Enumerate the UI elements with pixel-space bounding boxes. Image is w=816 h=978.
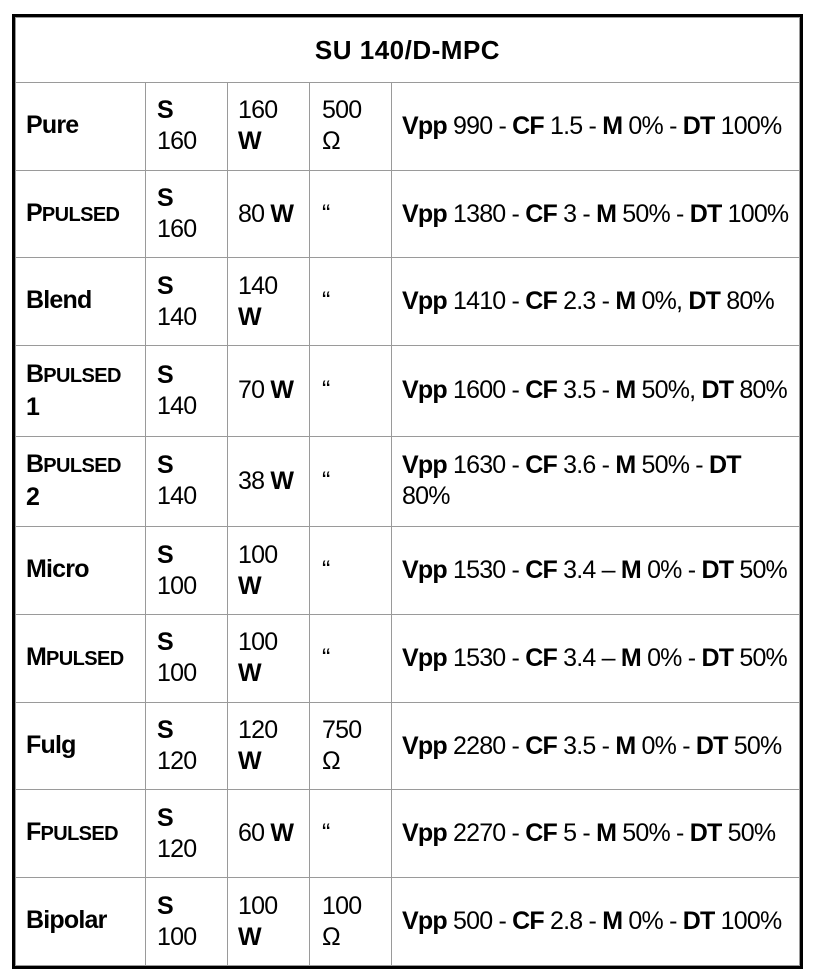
power-value: 120 <box>238 716 278 745</box>
vpp-value: 500 <box>452 907 493 936</box>
s-label: S <box>157 628 173 657</box>
s-label: S <box>157 803 173 832</box>
power-value: 160 <box>238 96 278 125</box>
s-cell <box>146 702 228 790</box>
cf-label: CF <box>512 111 544 140</box>
impedance-cell <box>310 436 392 527</box>
power-unit: W <box>238 571 261 600</box>
power-cell <box>228 702 310 790</box>
impedance-cell <box>310 170 392 258</box>
vpp-value: 990 <box>452 111 493 140</box>
cf-label: CF <box>512 907 544 936</box>
table-row <box>16 614 800 702</box>
s-label: S <box>157 540 173 569</box>
cf-value: 3.5 <box>563 376 596 405</box>
power-unit: W <box>270 819 294 848</box>
dt-label: DT <box>682 907 715 936</box>
m-label: M <box>615 451 636 480</box>
m-value: 0% <box>628 111 663 140</box>
power-cell <box>228 346 310 437</box>
s-cell <box>146 436 228 527</box>
cf-value: 3.6 <box>563 451 596 480</box>
impedance-unit: Ω <box>322 127 340 156</box>
mode-name: P <box>26 198 42 227</box>
vpp-value: 2270 <box>452 819 506 848</box>
dt-label: DT <box>695 731 728 760</box>
m-label: M <box>620 643 641 672</box>
impedance-unit: Ω <box>322 922 340 951</box>
impedance-value: “ <box>322 819 330 848</box>
impedance-cell <box>310 346 392 437</box>
s-label: S <box>157 271 173 300</box>
m-label: M <box>615 287 636 316</box>
mode-subscript: PULSED <box>41 203 120 226</box>
mode-cell <box>16 614 146 702</box>
params-cell: Vpp 500 - CF 2.8 - M 0% - DT 100% <box>392 878 800 966</box>
vpp-label: Vpp <box>402 731 447 760</box>
m-value: 50% <box>641 376 690 405</box>
vpp-label: Vpp <box>402 376 447 405</box>
dt-label: DT <box>701 376 734 405</box>
settings-table-frame <box>12 14 803 969</box>
power-unit: W <box>270 199 294 228</box>
table-body <box>16 83 800 966</box>
cf-value: 3.5 <box>563 731 596 760</box>
power-value: 140 <box>238 271 278 300</box>
cf-label: CF <box>525 451 557 480</box>
power-unit: W <box>238 302 261 331</box>
s-value: 100 <box>157 922 197 951</box>
table-row <box>16 702 800 790</box>
vpp-value: 1530 <box>452 643 506 672</box>
cf-value: 2.8 <box>550 907 583 936</box>
power-unit: W <box>238 747 261 776</box>
vpp-label: Vpp <box>402 556 447 585</box>
cf-label: CF <box>525 287 557 316</box>
power-value: 60 <box>238 819 265 848</box>
mode-cell <box>16 702 146 790</box>
m-label: M <box>602 111 623 140</box>
impedance-value: 750 <box>322 716 362 745</box>
impedance-cell <box>310 790 392 878</box>
mode-cell <box>16 527 146 615</box>
m-value: 50% <box>641 451 690 480</box>
cf-label: CF <box>525 819 557 848</box>
m-label: M <box>596 199 617 228</box>
m-label: M <box>615 376 636 405</box>
m-value: 50% <box>622 819 670 848</box>
dt-value: 50% <box>739 556 787 585</box>
impedance-cell <box>310 527 392 615</box>
vpp-value: 1600 <box>452 376 506 405</box>
table-row <box>16 346 800 437</box>
power-unit: W <box>238 922 261 951</box>
s-cell <box>146 527 228 615</box>
cf-label: CF <box>525 376 557 405</box>
dt-value: 100% <box>720 907 782 936</box>
s-value: 100 <box>157 571 197 600</box>
params-cell: Vpp 1600 - CF 3.5 - M 50%, DT 80% <box>392 346 800 437</box>
power-value: 38 <box>238 466 265 495</box>
impedance-cell <box>310 614 392 702</box>
dt-value: 80% <box>739 376 787 405</box>
s-label: S <box>157 716 173 745</box>
dt-value: 80% <box>402 482 450 511</box>
mode-name: F <box>26 818 41 847</box>
table-row <box>16 527 800 615</box>
params-cell: Vpp 1380 - CF 3 - M 50% - DT 100% <box>392 170 800 258</box>
power-cell <box>228 436 310 527</box>
cf-label: CF <box>525 556 557 585</box>
vpp-label: Vpp <box>402 451 447 480</box>
s-label: S <box>157 360 173 389</box>
s-cell <box>146 790 228 878</box>
dt-label: DT <box>688 287 721 316</box>
vpp-value: 1410 <box>452 287 506 316</box>
mode-name: Bipolar <box>26 906 107 935</box>
s-value: 140 <box>157 302 197 331</box>
m-value: 0% <box>647 643 682 672</box>
mode-subscript: PULSED <box>43 364 121 387</box>
params-cell: Vpp 2280 - CF 3.5 - M 0% - DT 50% <box>392 702 800 790</box>
dt-label: DT <box>689 819 722 848</box>
power-cell <box>228 614 310 702</box>
settings-table <box>15 17 800 966</box>
dt-value: 80% <box>726 287 774 316</box>
cf-value: 3 <box>563 199 577 228</box>
mode-cell <box>16 790 146 878</box>
title-row <box>16 18 800 83</box>
power-value: 100 <box>238 540 278 569</box>
impedance-value: “ <box>322 466 330 495</box>
dt-value: 50% <box>727 819 776 848</box>
power-value: 80 <box>238 199 265 228</box>
s-cell <box>146 83 228 171</box>
impedance-value: “ <box>322 643 330 672</box>
cf-label: CF <box>525 731 557 760</box>
table-title: SU 140/D-MPC <box>16 18 800 83</box>
mode-cell <box>16 170 146 258</box>
cf-value: 1.5 <box>550 111 583 140</box>
m-value: 0% <box>641 731 677 760</box>
mode-subscript: PULSED <box>46 647 124 670</box>
s-cell <box>146 258 228 346</box>
dt-label: DT <box>701 556 734 585</box>
vpp-value: 2280 <box>452 731 506 760</box>
mode-cell <box>16 346 146 437</box>
power-value: 70 <box>238 376 265 405</box>
s-value: 120 <box>157 747 197 776</box>
s-label: S <box>157 184 173 213</box>
dt-value: 100% <box>727 199 789 228</box>
s-cell <box>146 614 228 702</box>
params-cell: Vpp 1530 - CF 3.4 – M 0% - DT 50% <box>392 527 800 615</box>
dt-label: DT <box>682 111 715 140</box>
s-value: 140 <box>157 391 197 420</box>
power-unit: W <box>238 659 261 688</box>
table-row <box>16 878 800 966</box>
table-row <box>16 436 800 527</box>
power-cell <box>228 527 310 615</box>
m-label: M <box>596 819 617 848</box>
cf-value: 3.4 <box>563 643 596 672</box>
s-value: 140 <box>157 482 197 511</box>
dt-value: 100% <box>720 111 782 140</box>
power-cell <box>228 258 310 346</box>
mode-cell <box>16 878 146 966</box>
mode-cell <box>16 436 146 527</box>
s-cell <box>146 346 228 437</box>
impedance-cell <box>310 258 392 346</box>
s-label: S <box>157 891 173 920</box>
vpp-value: 1630 <box>452 451 506 480</box>
vpp-label: Vpp <box>402 907 447 936</box>
vpp-label: Vpp <box>402 819 447 848</box>
s-cell <box>146 170 228 258</box>
mode-subscript: PULSED <box>43 455 121 478</box>
table-row <box>16 790 800 878</box>
mode-name: Pure <box>26 110 79 139</box>
cf-label: CF <box>525 643 557 672</box>
vpp-value: 1530 <box>452 556 506 585</box>
cf-label: CF <box>525 199 557 228</box>
power-unit: W <box>270 376 294 405</box>
m-label: M <box>602 907 623 936</box>
s-value: 120 <box>157 834 197 863</box>
table-row <box>16 83 800 171</box>
mode-name: B <box>26 359 44 388</box>
m-value: 50% <box>622 199 670 228</box>
power-cell <box>228 170 310 258</box>
mode-name: B <box>26 450 44 479</box>
s-label: S <box>157 451 173 480</box>
s-cell <box>146 878 228 966</box>
vpp-label: Vpp <box>402 111 447 140</box>
impedance-cell <box>310 83 392 171</box>
params-cell: Vpp 1630 - CF 3.6 - M 50% - DT 80% <box>392 436 800 527</box>
params-cell: Vpp 990 - CF 1.5 - M 0% - DT 100% <box>392 83 800 171</box>
table-row <box>16 258 800 346</box>
mode-name: Micro <box>26 555 89 584</box>
s-label: S <box>157 96 173 125</box>
s-value: 100 <box>157 659 197 688</box>
params-cell: Vpp 1410 - CF 2.3 - M 0%, DT 80% <box>392 258 800 346</box>
vpp-label: Vpp <box>402 199 447 228</box>
impedance-value: “ <box>322 376 330 405</box>
impedance-value: “ <box>322 287 330 316</box>
m-value: 0% <box>628 907 663 936</box>
mode-name: M <box>26 642 47 671</box>
s-value: 160 <box>157 215 197 244</box>
mode-name: Fulg <box>26 730 76 759</box>
power-cell <box>228 790 310 878</box>
cf-value: 5 <box>563 819 577 848</box>
cf-value: 3.4 <box>563 556 596 585</box>
impedance-value: 500 <box>322 96 362 125</box>
dt-label: DT <box>708 451 741 480</box>
power-value: 100 <box>238 628 278 657</box>
mode-suffix: 2 <box>26 483 40 512</box>
power-unit: W <box>270 466 294 495</box>
mode-subscript: PULSED <box>40 823 119 846</box>
cf-value: 2.3 <box>563 287 596 316</box>
params-cell: Vpp 1530 - CF 3.4 – M 0% - DT 50% <box>392 614 800 702</box>
dt-value: 50% <box>739 643 787 672</box>
params-cell: Vpp 2270 - CF 5 - M 50% - DT 50% <box>392 790 800 878</box>
mode-cell <box>16 83 146 171</box>
m-label: M <box>620 556 641 585</box>
table-row <box>16 170 800 258</box>
impedance-value: “ <box>322 199 330 228</box>
vpp-label: Vpp <box>402 287 447 316</box>
m-label: M <box>615 731 636 760</box>
power-value: 100 <box>238 891 278 920</box>
impedance-cell <box>310 702 392 790</box>
s-value: 160 <box>157 127 197 156</box>
vpp-label: Vpp <box>402 643 447 672</box>
dt-label: DT <box>689 199 722 228</box>
mode-cell <box>16 258 146 346</box>
vpp-value: 1380 <box>452 199 506 228</box>
m-value: 0% <box>647 556 682 585</box>
m-value: 0% <box>641 287 677 316</box>
dt-label: DT <box>701 643 734 672</box>
impedance-cell <box>310 878 392 966</box>
mode-name: Blend <box>26 286 92 315</box>
mode-suffix: 1 <box>26 392 40 421</box>
impedance-value: “ <box>322 556 330 585</box>
impedance-unit: Ω <box>322 747 340 776</box>
power-cell <box>228 83 310 171</box>
dt-value: 50% <box>733 731 782 760</box>
power-unit: W <box>238 127 261 156</box>
power-cell <box>228 878 310 966</box>
impedance-value: 100 <box>322 891 362 920</box>
